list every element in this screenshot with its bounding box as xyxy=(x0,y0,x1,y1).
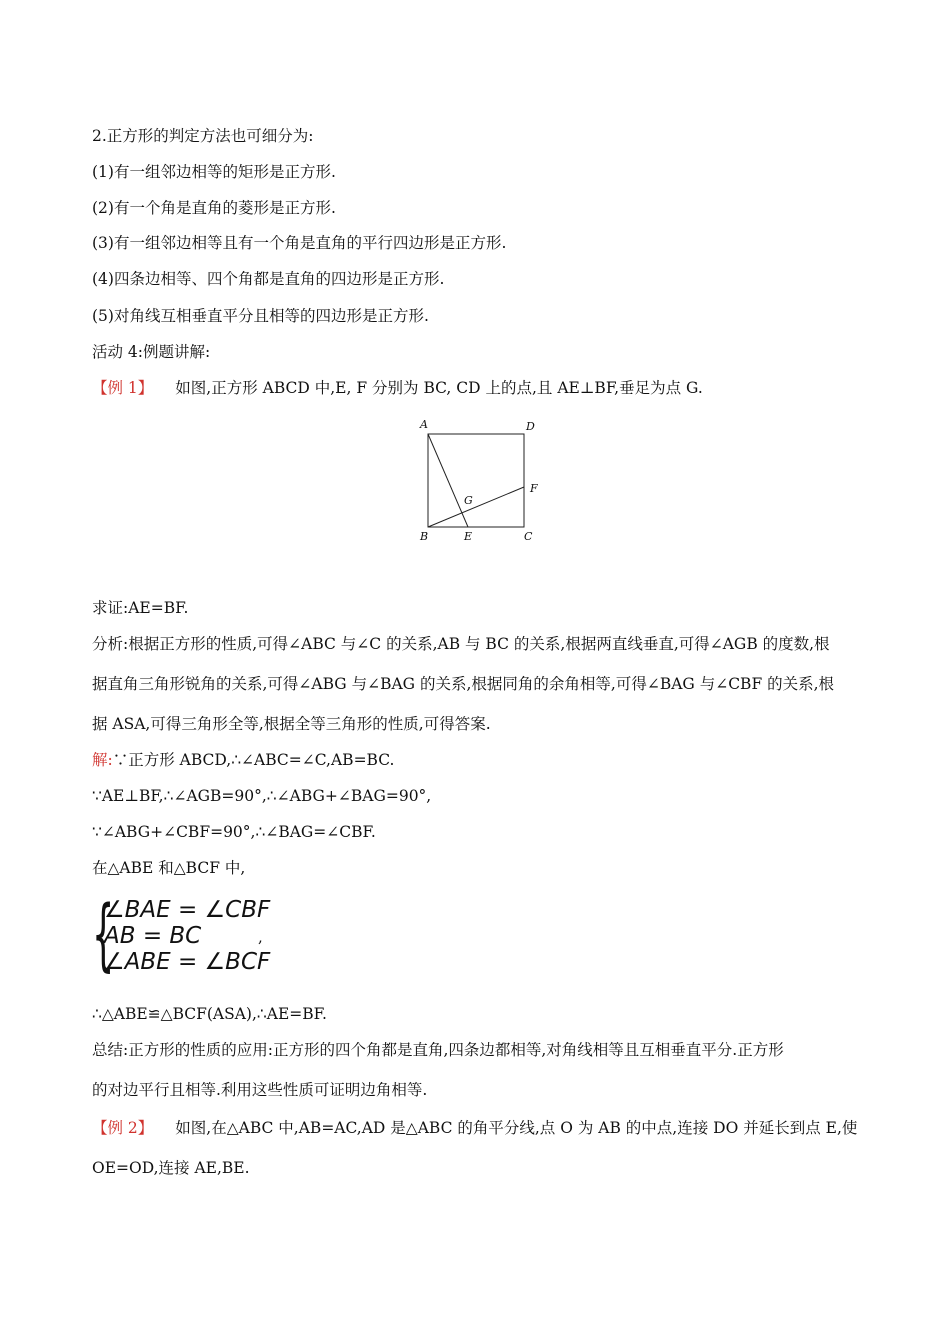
label-g: G xyxy=(464,494,473,507)
label-b: B xyxy=(420,530,429,543)
text-line: (1)有一组邻边相等的矩形是正方形. xyxy=(92,163,336,181)
square-abcd xyxy=(428,434,524,527)
solution-line: 在△ABE 和△BCF 中, xyxy=(92,859,246,877)
text-line: (5)对角线互相垂直平分且相等的四边形是正方形. xyxy=(92,307,429,325)
example-text: 如图,正方形 ABCD 中,E, F 分别为 BC, CD 上的点,且 AE⊥BF,垂足为点 G. xyxy=(175,379,703,397)
example-2-line: OE=OD,连接 AE,BE. xyxy=(92,1159,250,1177)
text-line: 活动 4:例题讲解: xyxy=(92,343,211,361)
text-line: (3)有一组邻边相等且有一个角是直角的平行四边形是正方形. xyxy=(92,234,507,252)
equation-line: ∠BAE = ∠CBF xyxy=(104,897,271,923)
solution-text: ∵正方形 ABCD,∴∠ABC=∠C,AB=BC. xyxy=(112,751,395,769)
example-tag: 【例 2】 xyxy=(92,1119,154,1137)
solution-line: ∵∠ABG+∠CBF=90°,∴∠BAG=∠CBF. xyxy=(92,823,376,841)
solution-line xyxy=(92,750,394,770)
analysis-line: 据 ASA,可得三角形全等,根据全等三角形的性质,可得答案. xyxy=(92,715,491,733)
label-a: A xyxy=(420,418,428,431)
solution-line: ∴△ABE≌△BCF(ASA),∴AE=BF. xyxy=(92,1005,327,1023)
text-line: 2.正方形的判定方法也可细分为: xyxy=(92,127,314,145)
proof-goal: 求证:AE=BF. xyxy=(92,599,189,617)
segment-bf xyxy=(428,487,524,527)
text-line: (2)有一个角是直角的菱形是正方形. xyxy=(92,199,336,217)
label-f: F xyxy=(530,482,538,495)
solution-line: ∵AE⊥BF,∴∠AGB=90°,∴∠ABG+∠BAG=90°, xyxy=(92,787,432,805)
equation-line: ∠ABE = ∠BCF xyxy=(104,949,271,975)
label-e: E xyxy=(464,530,473,543)
label-d: D xyxy=(526,420,535,433)
square-figure xyxy=(410,412,550,548)
equation-line: AB = BC xyxy=(104,923,202,949)
solution-label: 解: xyxy=(92,751,113,769)
brace-symbol: { xyxy=(92,890,115,980)
summary-line: 总结:正方形的性质的应用:正方形的四个角都是直角,四条边都相等,对角线相等且互相垂直平分.正方形 xyxy=(92,1041,784,1059)
summary-line: 的对边平行且相等.利用这些性质可证明边角相等. xyxy=(92,1081,428,1099)
example-1 xyxy=(92,378,703,398)
label-c: C xyxy=(524,530,533,543)
analysis-line: 据直角三角形锐角的关系,可得∠ABG 与∠BAG 的关系,根据同角的余角相等,可得∠BAG 与∠CBF 的关系,根 xyxy=(92,675,835,693)
example-text: 如图,在△ABC 中,AB=AC,AD 是△ABC 的角平分线,点 O 为 AB 的中点,连接 DO 并延长到点 E,使 xyxy=(175,1119,858,1137)
text-line: (4)四条边相等、四个角都是直角的四边形是正方形. xyxy=(92,270,445,288)
example-tag: 【例 1】 xyxy=(92,379,154,397)
example-2 xyxy=(92,1118,857,1138)
equation-comma: , xyxy=(258,928,263,946)
analysis-line: 分析:根据正方形的性质,可得∠ABC 与∠C 的关系,AB 与 BC 的关系,根据两直线垂直,可得∠AGB 的度数,根 xyxy=(92,635,830,653)
